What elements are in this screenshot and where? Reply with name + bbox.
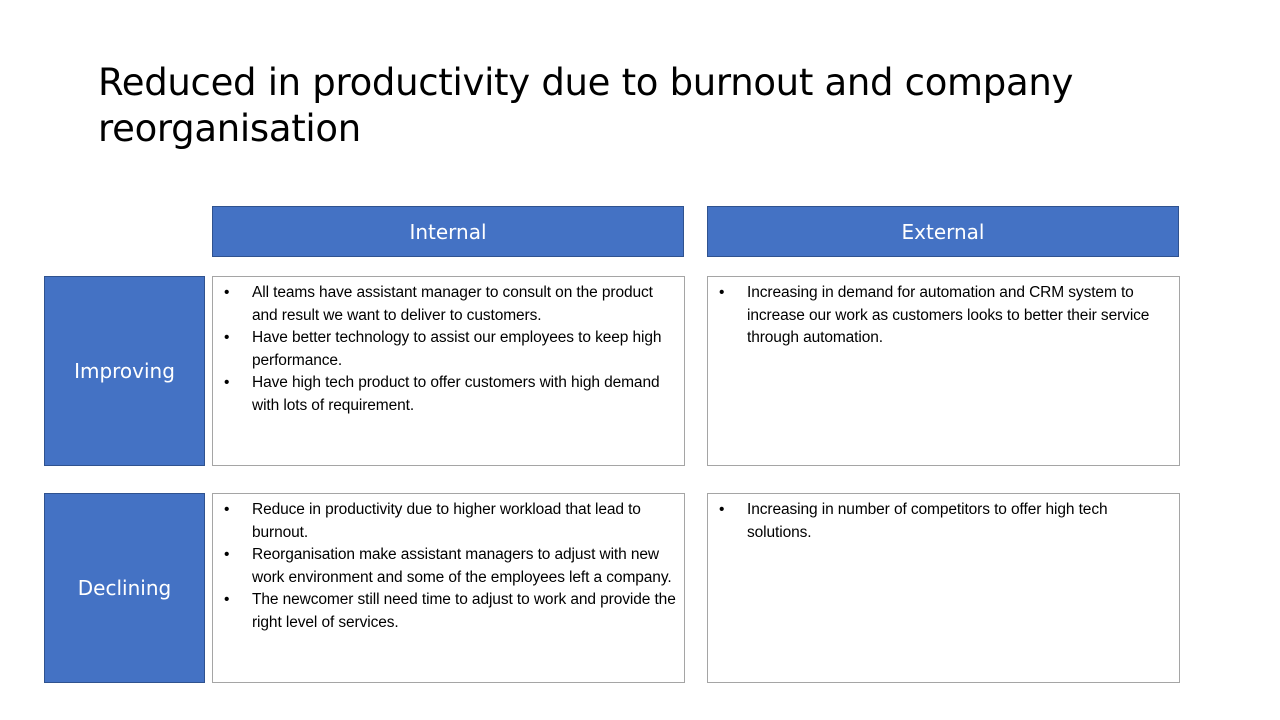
- row-header-improving: Improving: [44, 276, 205, 466]
- bullet-item: [716, 282, 1171, 350]
- bullet-item: [221, 372, 676, 417]
- bullet-text: The newcomer still need time to adjust to work and provide the right level of services.: [252, 591, 676, 631]
- bullet-item: [221, 544, 676, 589]
- bullet-list: [716, 499, 1171, 544]
- bullet-icon: •: [719, 284, 725, 301]
- bullet-icon: •: [224, 329, 230, 346]
- bullet-item: [221, 589, 676, 634]
- bullet-icon: •: [224, 284, 230, 301]
- bullet-item: [221, 282, 676, 327]
- bullet-text: Have better technology to assist our employees to keep high performance.: [252, 329, 662, 369]
- bullet-text: Have high tech product to offer customers with high demand with lots of requirement.: [252, 374, 660, 414]
- bullet-icon: •: [224, 591, 230, 608]
- bullet-icon: •: [224, 501, 230, 518]
- cell-declining-external: [707, 493, 1180, 683]
- bullet-text: Reorganisation make assistant managers to adjust with new work environment and some of the employees left a company.: [252, 546, 672, 586]
- cell-declining-internal: [212, 493, 685, 683]
- bullet-item: [716, 499, 1171, 544]
- bullet-text: All teams have assistant manager to consult on the product and result we want to deliver to customers.: [252, 284, 653, 324]
- row-header-declining: Declining: [44, 493, 205, 683]
- bullet-icon: •: [719, 501, 725, 518]
- cell-improving-internal: [212, 276, 685, 466]
- column-header-external: External: [707, 206, 1179, 257]
- bullet-icon: •: [224, 374, 230, 391]
- bullet-list: [221, 282, 676, 417]
- bullet-text: Increasing in number of competitors to offer high tech solutions.: [747, 501, 1108, 541]
- bullet-list: [221, 499, 676, 634]
- column-header-internal: Internal: [212, 206, 684, 257]
- cell-improving-external: [707, 276, 1180, 466]
- bullet-text: Reduce in productivity due to higher workload that lead to burnout.: [252, 501, 641, 541]
- bullet-text: Increasing in demand for automation and CRM system to increase our work as customers looks to better their service through automation.: [747, 284, 1150, 346]
- bullet-item: [221, 327, 676, 372]
- bullet-list: [716, 282, 1171, 350]
- bullet-item: [221, 499, 676, 544]
- slide-title: Reduced in productivity due to burnout and company reorganisation: [98, 61, 1074, 150]
- bullet-icon: •: [224, 546, 230, 563]
